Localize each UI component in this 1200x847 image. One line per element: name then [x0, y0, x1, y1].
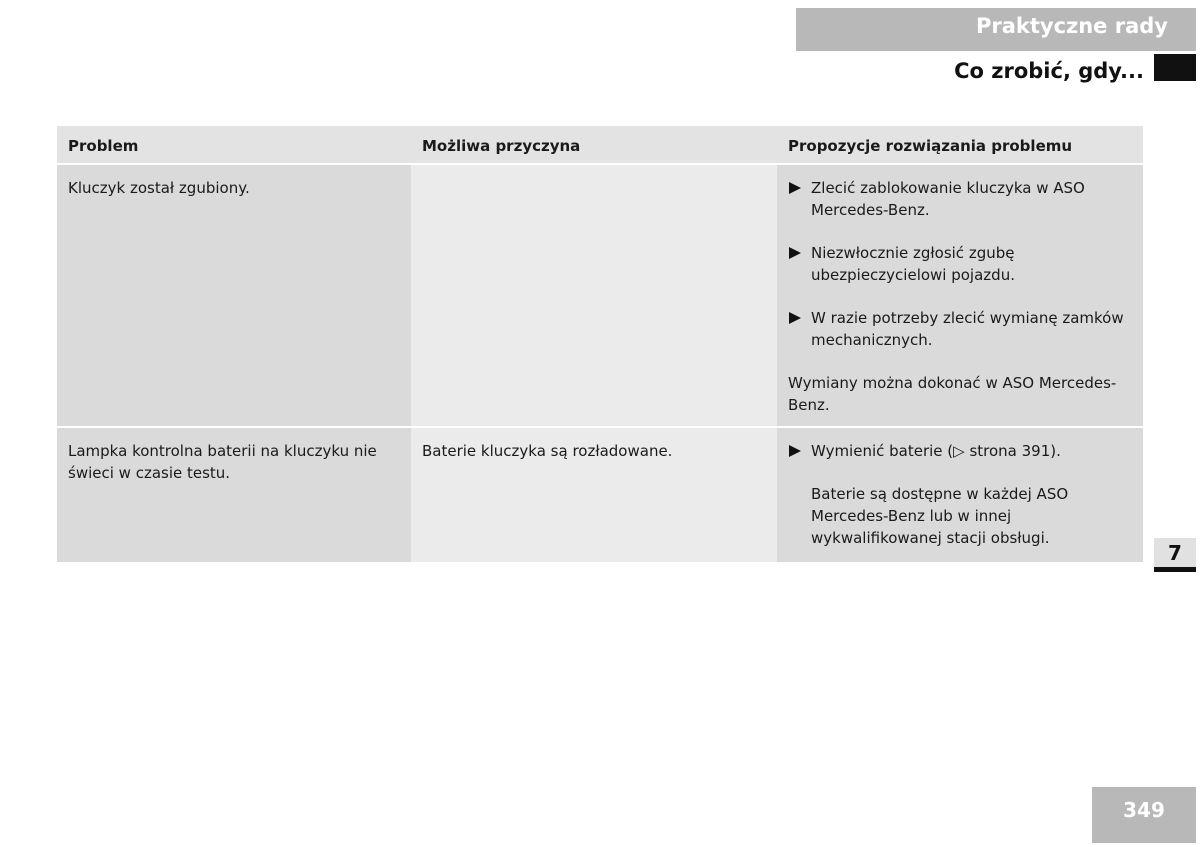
title-marker-block [1154, 54, 1196, 81]
problem-cell: Lampka kontrolna baterii na kluczyku nie świeci w czasie testu. [57, 428, 411, 564]
solution-note: Wymiany można dokonać w ASO Mercedes-Benz. [788, 374, 1117, 414]
section-tab [796, 8, 1196, 51]
section-title: Praktyczne rady [975, 14, 1168, 38]
subsection-title: Co zrobić, gdy... [954, 59, 1144, 83]
solution-step [788, 177, 1132, 221]
triangle-right-icon [789, 445, 801, 457]
cause-cell [411, 165, 777, 428]
solution-note: Baterie są dostępne w każdej ASO Mercedes-Benz lub w innej wykwalifikowanej stacji obsługi. [811, 485, 1069, 547]
solution-step-text: Zlecić zablokowanie kluczyka w ASO Mercedes-Benz. [811, 179, 1085, 219]
column-header-problem: Problem [57, 126, 411, 165]
table-row [57, 428, 1143, 564]
solution-cell [777, 165, 1143, 428]
chapter-tab: 7 [1154, 538, 1196, 572]
column-header-solution: Propozycje rozwiązania problemu [777, 126, 1143, 165]
troubleshooting-table [57, 126, 1143, 564]
solution-cell [777, 428, 1143, 564]
table-row [57, 165, 1143, 428]
triangle-right-icon [789, 247, 801, 259]
triangle-right-icon [789, 312, 801, 324]
solution-step [788, 242, 1132, 286]
triangle-right-icon [789, 182, 801, 194]
table-header-row [57, 126, 1143, 165]
column-header-cause: Możliwa przyczyna [411, 126, 777, 165]
problem-cell: Kluczyk został zgubiony. [57, 165, 411, 428]
solution-step [788, 307, 1132, 351]
solution-step-text: Wymienić baterie (▷ strona 391). [811, 442, 1061, 460]
cause-cell: Baterie kluczyka są rozładowane. [411, 428, 777, 564]
solution-step [788, 440, 1132, 462]
solution-step-text: W razie potrzeby zlecić wymianę zamków mechanicznych. [811, 309, 1124, 349]
page-number: 349 [1092, 787, 1196, 843]
solution-step-text: Niezwłocznie zgłosić zgubę ubezpieczycielowi pojazdu. [811, 244, 1015, 284]
